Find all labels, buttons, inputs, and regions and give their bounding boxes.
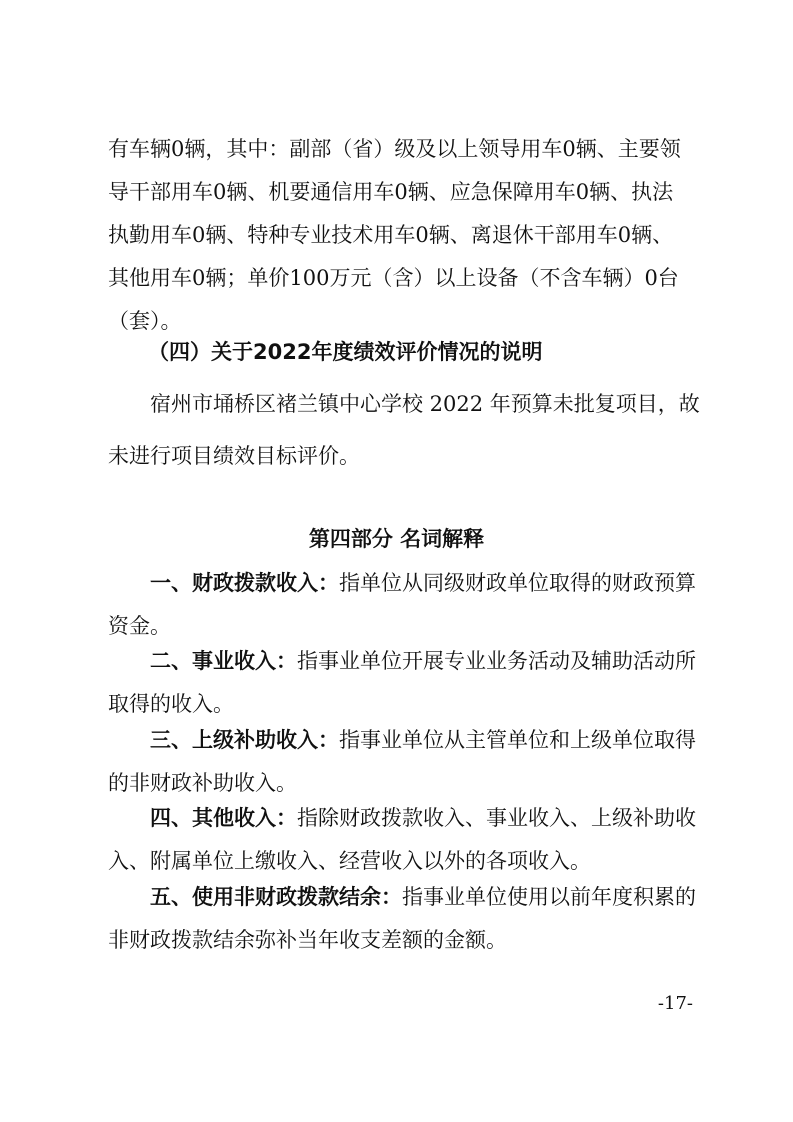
term-definition-cont: 的非财政补助收入。 (108, 771, 297, 795)
vehicles-line: 有车辆0辆，其中：副部（省）级及以上领导用车0辆、主要领 (108, 137, 681, 161)
term-definition: 指除财政拨款收入、事业收入、上级补助收 (297, 806, 696, 830)
term-3 (108, 719, 696, 805)
term-definition: 指事业单位使用以前年度积累的 (402, 885, 696, 909)
vehicles-line: 导干部用车0辆、机要通信用车0辆、应急保障用车0辆、执法 (108, 180, 674, 204)
term-5 (108, 876, 696, 962)
performance-heading: （四）关于2022年度绩效评价情况的说明 (148, 340, 543, 364)
term-definition-cont: 取得的收入。 (108, 692, 234, 716)
vehicles-line: 执勤用车0辆、特种专业技术用车0辆、离退休干部用车0辆、 (108, 223, 674, 247)
performance-paragraph (108, 378, 700, 482)
performance-line: 未进行项目绩效目标评价。 (108, 444, 360, 468)
term-label: 三、上级补助收入： (150, 728, 339, 752)
page-number: -17- (657, 993, 693, 1014)
term-label: 五、使用非财政拨款结余： (150, 885, 402, 909)
term-definition-cont: 入、附属单位上缴收入、经营收入以外的各项收入。 (108, 849, 591, 873)
term-4 (108, 797, 696, 883)
term-definition: 指单位从同级财政单位取得的财政预算 (339, 571, 696, 595)
vehicles-paragraph (108, 128, 688, 343)
term-2 (108, 640, 696, 726)
term-definition: 指事业单位从主管单位和上级单位取得 (339, 728, 696, 752)
term-label: 四、其他收入： (150, 806, 297, 830)
vehicles-line: 其他用车0辆；单价100万元（含）以上设备（不含车辆）0台 (108, 266, 679, 290)
term-definition: 指事业单位开展专业业务活动及辅助活动所 (297, 649, 696, 673)
term-label: 一、财政拨款收入： (150, 571, 339, 595)
part4-title: 第四部分 名词解释 (308, 527, 485, 551)
term-label: 二、事业收入： (150, 649, 297, 673)
term-definition-cont: 非财政拨款结余弥补当年收支差额的金额。 (108, 928, 507, 952)
term-1 (108, 562, 696, 648)
term-definition-cont: 资金。 (108, 614, 171, 638)
vehicles-line: （套）。 (108, 309, 182, 333)
performance-line: 宿州市埇桥区褚兰镇中心学校 2022 年预算未批复项目，故 (150, 392, 700, 416)
